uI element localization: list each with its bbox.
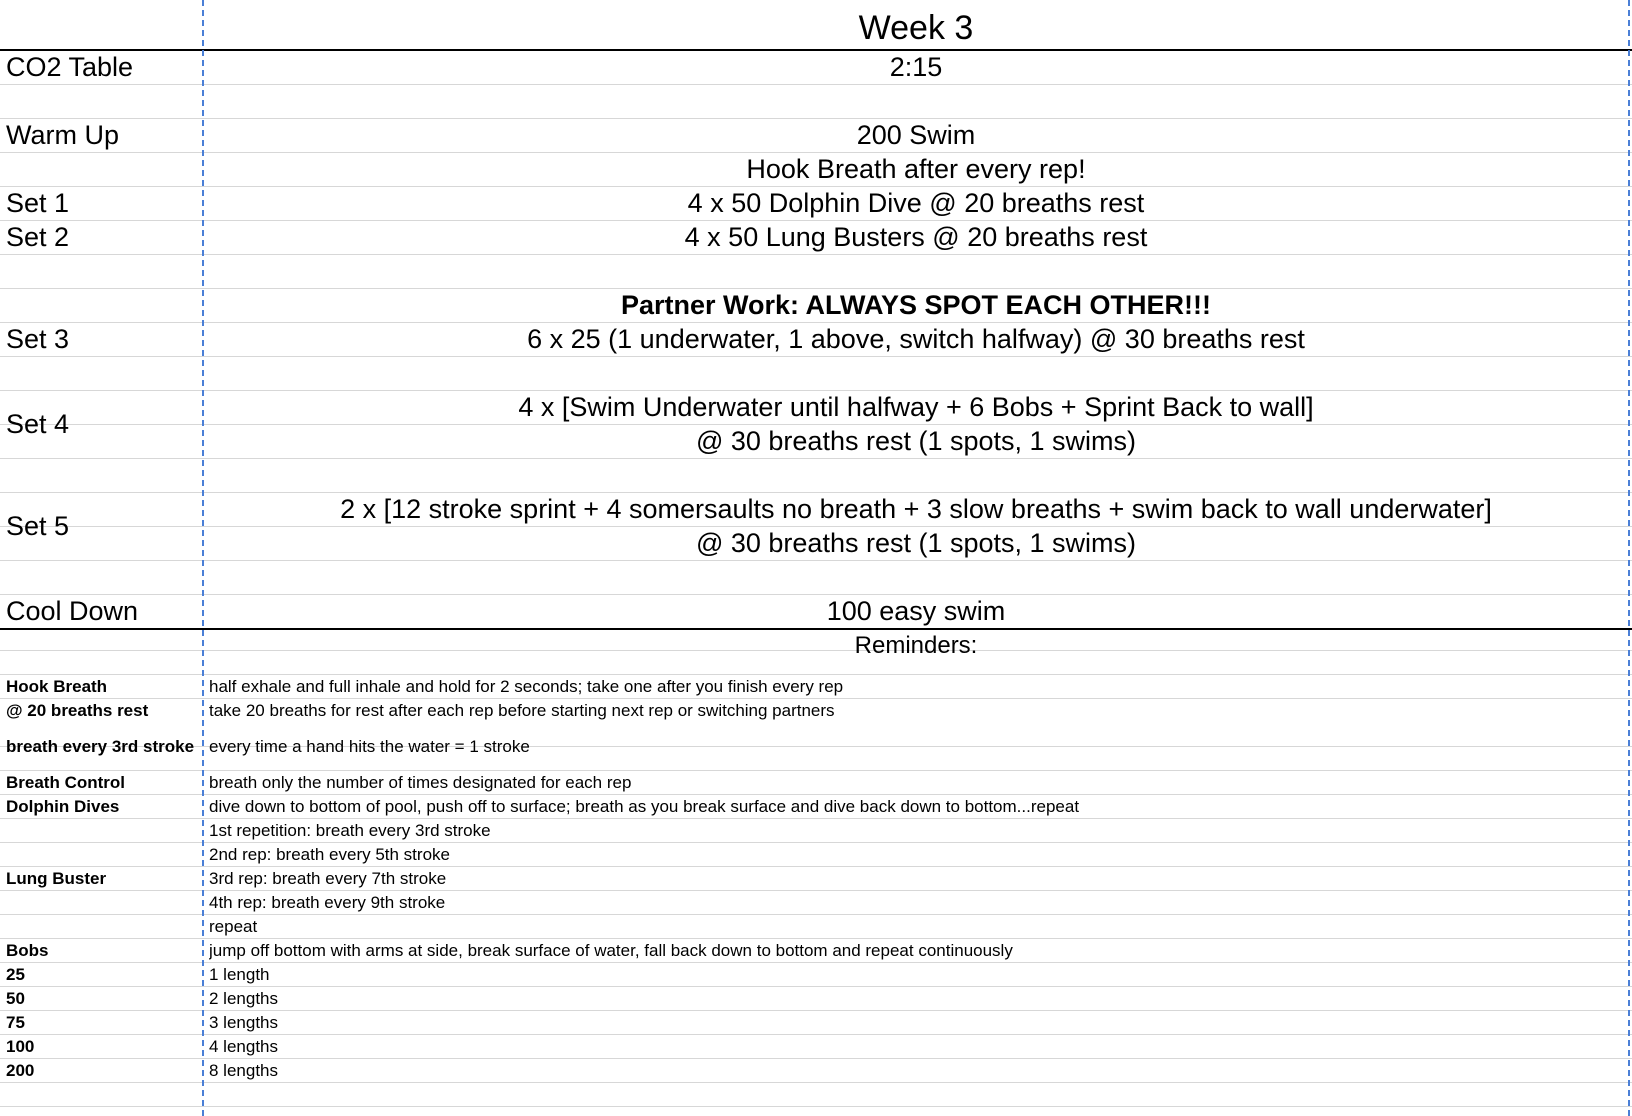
reminder-term: breath every 3rd stroke [6,737,195,756]
grid-line [0,1082,1632,1083]
reminder-definition: every time a hand hits the water = 1 stroke [209,736,530,756]
reminder-definition-line: 1st repetition: breath every 3rd stroke [209,820,491,840]
reminder-definition-line: 2nd rep: breath every 5th stroke [209,844,450,864]
row-label: Set 2 [6,222,70,252]
page-title: Week 3 [858,8,974,47]
reminder-term: Dolphin Dives [6,796,120,816]
reminders-heading: Reminders: [854,634,978,658]
reminder-definition-line: 3rd rep: breath every 7th stroke [209,868,447,888]
row-value: 4 x 50 Lung Busters @ 20 breaths rest [684,222,1148,252]
grid-line [0,458,1632,459]
reminder-term: Hook Breath [6,676,108,696]
partner-work-heading: Partner Work: ALWAYS SPOT EACH OTHER!!! [620,290,1212,320]
reminder-definition: take 20 breaths for rest after each rep before starting next rep or switching partners [209,700,835,720]
row-label: Set 3 [6,324,70,354]
reminder-term: Breath Control [6,772,125,792]
grid-line [0,560,1632,561]
row-label: Set 4 [6,409,70,439]
row-label: CO2 Table [6,52,134,82]
row-label: Warm Up [6,120,119,150]
row-value-line: 4 x [Swim Underwater until halfway + 6 Bobs + Sprint Back to wall] [518,392,1314,422]
grid-line [0,356,1632,357]
reminder-definition: breath only the number of times designated for each rep [209,772,632,792]
reminder-definition: 8 lengths [209,1060,278,1080]
reminder-definition: jump off bottom with arms at side, break surface of water, fall back down to bottom and repeat continuously [209,940,1013,960]
reminder-term: Bobs [6,940,49,960]
row-value-line: @ 30 breaths rest (1 spots, 1 swims) [695,426,1137,456]
grid-line [0,1106,1632,1107]
reminder-term: 25 [6,964,25,984]
row-value: 100 easy swim [826,596,1006,626]
reminder-definition-line: repeat [209,916,258,936]
row-value: 200 Swim [856,120,976,150]
grid-line [0,84,1632,85]
reminder-definition: 1 length [209,964,270,984]
reminder-term: 200 [6,1060,35,1080]
grid-line [0,254,1632,255]
row-value: Hook Breath after every rep! [746,154,1086,184]
reminder-term: @ 20 breaths rest [6,700,149,720]
reminder-term: 100 [6,1036,35,1056]
row-label: Set 1 [6,188,70,218]
row-value-line: 2 x [12 stroke sprint + 4 somersaults no breath + 3 slow breaths + swim back to wall underwater] [340,494,1492,524]
section-divider [0,628,1632,630]
reminder-definition: 3 lengths [209,1012,278,1032]
reminder-definition: 4 lengths [209,1036,278,1056]
reminder-term: Lung Buster [6,868,107,888]
reminder-term: 50 [6,988,25,1008]
row-value: 6 x 25 (1 underwater, 1 above, switch halfway) @ 30 breaths rest [527,324,1305,354]
reminder-definition: dive down to bottom of pool, push off to surface; breath as you break surface and dive back down to bottom...repeat [209,796,1080,816]
row-value: 4 x 50 Dolphin Dive @ 20 breaths rest [687,188,1145,218]
reminder-definition: 2 lengths [209,988,278,1008]
row-label: Set 5 [6,511,70,541]
reminder-definition: half exhale and full inhale and hold for 2 seconds; take one after you finish every rep [209,676,844,696]
row-value: 2:15 [889,52,943,82]
reminder-definition-line: 4th rep: breath every 9th stroke [209,892,446,912]
row-value-line: @ 30 breaths rest (1 spots, 1 swims) [695,528,1137,558]
reminder-term: 75 [6,1012,25,1032]
row-label: Cool Down [6,596,139,626]
